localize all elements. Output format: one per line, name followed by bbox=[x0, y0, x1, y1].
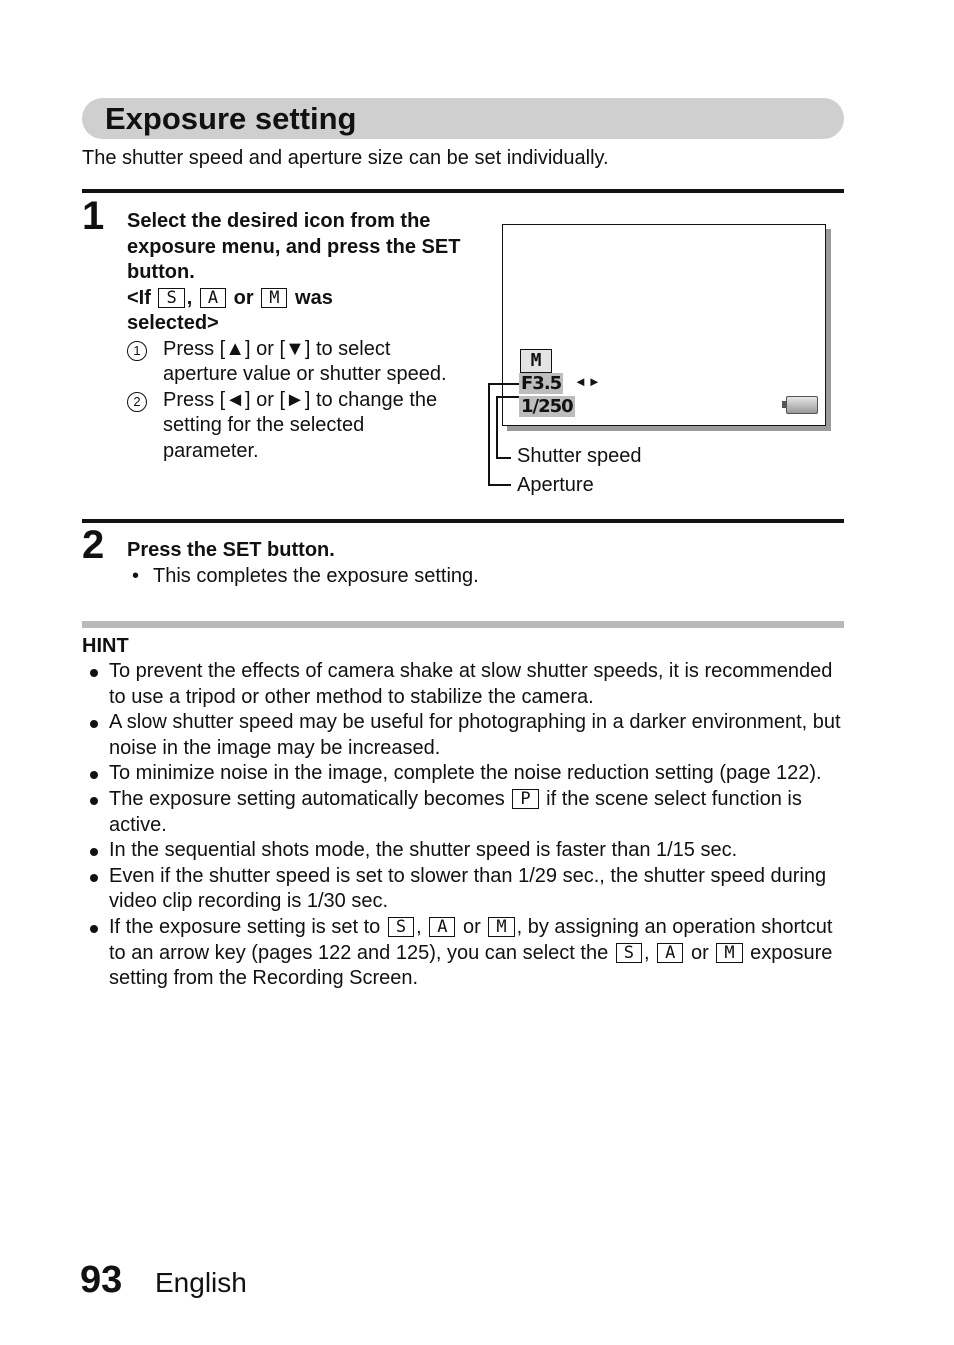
hint-text: exposure setting from the Recording Screen. bbox=[109, 941, 833, 990]
a-mode-icon: A bbox=[200, 288, 226, 308]
step2-note: This completes the exposure setting. bbox=[153, 565, 479, 587]
aperture-value: F3.5 bbox=[521, 373, 562, 394]
circled-number: 2 bbox=[127, 392, 147, 412]
step1-condition bbox=[127, 286, 472, 312]
aperture-callout-line bbox=[488, 484, 511, 486]
comma: , bbox=[416, 915, 422, 938]
hint-text: or bbox=[463, 915, 481, 938]
shutter-callout-line bbox=[496, 457, 511, 459]
step1-item-text: Press [▲] or [▼] to select aperture value or shutter speed. bbox=[163, 337, 447, 385]
list-item: To minimize noise in the image, complete the noise reduction setting (page 122). bbox=[88, 761, 848, 787]
step1-number: 1 bbox=[82, 194, 105, 238]
shutter-speed-label: Shutter speed bbox=[517, 445, 642, 467]
comma: , bbox=[186, 286, 193, 309]
m-mode-icon: M bbox=[488, 917, 514, 937]
list-item bbox=[88, 915, 848, 992]
comma: , bbox=[644, 941, 650, 964]
a-mode-icon: A bbox=[657, 943, 683, 963]
page-title: Exposure setting bbox=[105, 101, 357, 136]
left-right-arrows-icon: ◄► bbox=[574, 374, 602, 389]
circled-number: 1 bbox=[127, 341, 147, 361]
s-mode-icon: S bbox=[388, 917, 414, 937]
cond-suffix: was bbox=[295, 286, 333, 309]
step1-heading: Select the desired icon from the exposure menu, and press the SET button. bbox=[127, 210, 461, 283]
hint-text: If the exposure setting is set to bbox=[109, 915, 381, 938]
shutter-readout bbox=[519, 396, 575, 418]
s-mode-icon: S bbox=[158, 288, 184, 308]
a-mode-icon: A bbox=[429, 917, 455, 937]
list-item bbox=[88, 787, 848, 838]
hint-text: or bbox=[690, 941, 709, 964]
step2-rule bbox=[82, 519, 844, 523]
step2-number: 2 bbox=[82, 523, 105, 567]
cond-prefix: <If bbox=[127, 286, 151, 309]
step1-item-2 bbox=[127, 388, 463, 465]
m-mode-icon: M bbox=[261, 288, 287, 308]
hint-text: The exposure setting automatically becomes bbox=[109, 787, 505, 810]
hint-title: HINT bbox=[82, 635, 129, 657]
p-mode-icon: P bbox=[512, 789, 538, 809]
list-item: A slow shutter speed may be useful for photographing in a darker environment, but noise in the image may be increased. bbox=[88, 710, 848, 761]
page-number: 93 bbox=[80, 1259, 123, 1301]
step1-condition-line2: selected> bbox=[127, 312, 219, 334]
step2-heading: Press the SET button. bbox=[127, 539, 335, 561]
shutter-callout-line bbox=[496, 396, 498, 458]
aperture-readout bbox=[519, 373, 563, 395]
shutter-callout-line bbox=[496, 396, 519, 398]
hint-rule bbox=[82, 621, 844, 628]
hint-text: if the scene select function is active. bbox=[109, 787, 802, 836]
list-item: To prevent the effects of camera shake at slow shutter speeds, it is recommended to use a tripod or other method to stabilize the camera. bbox=[88, 659, 848, 710]
list-item: In the sequential shots mode, the shutter speed is faster than 1/15 sec. bbox=[88, 838, 848, 864]
page-language: English bbox=[155, 1267, 247, 1298]
intro-text: The shutter speed and aperture size can be set individually. bbox=[82, 147, 609, 169]
aperture-callout-line bbox=[488, 383, 490, 485]
list-item: Even if the shutter speed is set to slower than 1/29 sec., the shutter speed during video clip recording is 1/30 sec. bbox=[88, 864, 848, 915]
manual-mode-icon: M bbox=[520, 349, 552, 373]
hint-text: , by assigning an operation shortcut to an arrow key (pages 122 and 125), you can select the bbox=[109, 915, 833, 964]
hint-list bbox=[88, 659, 848, 992]
step1-item-1 bbox=[127, 337, 463, 388]
battery-icon bbox=[786, 396, 818, 414]
aperture-callout-line bbox=[488, 383, 519, 385]
shutter-value: 1/250 bbox=[521, 396, 573, 417]
s-mode-icon: S bbox=[616, 943, 642, 963]
step1-item-text: Press [◄] or [►] to change the setting for the selected parameter. bbox=[163, 388, 438, 462]
step1-rule bbox=[82, 189, 844, 193]
aperture-label: Aperture bbox=[517, 474, 594, 496]
cond-or: or bbox=[233, 286, 254, 309]
step2-bullet: • bbox=[132, 565, 140, 587]
m-mode-icon: M bbox=[716, 943, 742, 963]
step1-body bbox=[127, 209, 472, 464]
